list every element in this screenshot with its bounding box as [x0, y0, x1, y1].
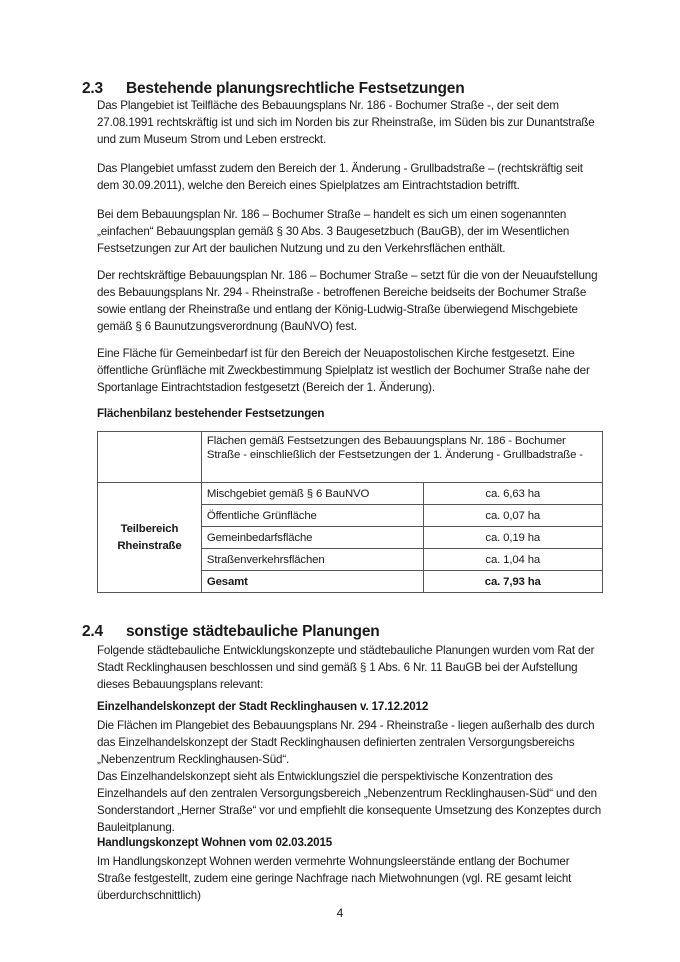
table-cell-label: Öffentliche Grünfläche — [201, 505, 423, 527]
table-cell-value: ca. 1,04 ha — [423, 549, 602, 571]
paragraph: Eine Fläche für Gemeinbedarf ist für den Bereich der Neuapostolischen Kirche festgesetzt. Eine öffentliche Grünfläche mit Zweckbestimmung Spielplatz ist westlich der Bochumer Straße nahe der Sportanlage Eintrachtstadion festgesetzt (Bereich der 1. Änderung). — [97, 347, 590, 394]
paragraph: Bei dem Bebauungsplan Nr. 186 – Bochumer Straße – handelt es sich um einen sogenannten „einfachen“ Bebauungsplan gemäß § 30 Abs. 3 Baugesetzbuch (BauGB), der im Wesentlichen Festsetzungen zur Art der baulichen Nutzung und zu den Verkehrsflächen enthält. — [97, 208, 570, 255]
section-number: 2.4 — [82, 623, 103, 640]
paragraph: Die Flächen im Plangebiet des Bebauungsplans Nr. 294 - Rheinstraße - liegen außerhalb des durch das Einzelhandelskonzept der Stadt Recklinghausen definierten zentralen Versorgungsbereichs „Nebenzentrum Recklinghausen-Süd“. — [97, 719, 595, 766]
table-cell-label: Straßenverkehrsflächen — [201, 549, 423, 571]
paragraph: Im Handlungskonzept Wohnen werden vermehrte Wohnungsleerstände entlang der Bochumer Straße festgestellt, zudem eine geringe Nachfrage nach Mietwohnungen (vgl. RE gesamt leicht überdurchschnittlich) — [97, 855, 572, 902]
section-title: Bestehende planungsrechtliche Festsetzungen — [126, 80, 465, 97]
table-row-label: Teilbereich Rheinstraße — [98, 483, 202, 593]
table-row — [98, 483, 603, 505]
paragraph: Der rechtskräftige Bebauungsplan Nr. 186 – Bochumer Straße – setzt für die von der Neuaufstellung des Bebauungsplans Nr. 294 - Rheinstraße - betroffenen Bereiche beidseits der Bochumer Straße sowie entlang der Rheinstraße und entlang der König-Ludwig-Straße überwiegend Mischgebiete gemäß § 6 Baunutzungsverordnung (BauNVO) fest. — [97, 269, 598, 333]
section-number: 2.3 — [82, 80, 103, 97]
paragraph: Das Plangebiet umfasst zudem den Bereich der 1. Änderung - Grullbadstraße – (rechtskräftig seit dem 30.09.2011), welche den Bereich eines Spielplatzes am Eintrachtstadion betrifft. — [97, 162, 583, 192]
paragraph: Folgende städtebauliche Entwicklungskonzepte und städtebauliche Planungen wurden vom Rat der Stadt Recklinghausen beschlossen und sind gemäß § 1 Abs. 6 Nr. 11 BauGB bei der Aufstellung dieses Bebauungsplans relevant: — [97, 644, 595, 691]
table-cell-label: Mischgebiet gemäß § 6 BauNVO — [201, 483, 423, 505]
table-cell-value: ca. 0,19 ha — [423, 527, 602, 549]
section-title: sonstige städtebauliche Planungen — [126, 623, 380, 640]
paragraph: Das Einzelhandelskonzept sieht als Entwicklungsziel die perspektivische Konzentration des Einzelhandels auf den zentralen Versorgungsbereich „Nebenzentrum Recklinghausen-Süd“ und den Sonderstandort „Herner Straße“ vor und empfiehlt die konsequente Umsetzung des Konzeptes durch Bauleitplanung. — [97, 770, 602, 834]
paragraph: Das Plangebiet ist Teilfläche des Bebauungsplans Nr. 186 - Bochumer Straße -, der seit dem 27.08.1991 rechtskräftig ist und sich im Norden bis zur Rheinstraße, im Süden bis zur Dunantstraße und zum Museum Strom und Leben erstreckt. — [97, 99, 595, 146]
subheading: Einzelhandelskonzept der Stadt Recklinghausen v. 17.12.2012 — [97, 700, 429, 713]
table-header-row — [98, 432, 603, 483]
table-caption: Flächenbilanz bestehender Festsetzungen — [97, 407, 325, 420]
area-balance-table — [97, 431, 603, 593]
table-cell-value: ca. 6,63 ha — [423, 483, 602, 505]
page-number: 4 — [336, 906, 344, 920]
section-heading-2-3 — [82, 80, 465, 98]
table-header-cell: Flächen gemäß Festsetzungen des Bebauungsplans Nr. 186 - Bochumer Straße - einschließlich der Festsetzungen der 1. Änderung - Grullbadstraße - — [201, 432, 602, 483]
subheading: Handlungskonzept Wohnen vom 02.03.2015 — [97, 836, 333, 849]
table-cell-value: ca. 0,07 ha — [423, 505, 602, 527]
table-empty-cell — [98, 432, 202, 483]
section-heading-2-4 — [82, 623, 380, 641]
table-total-label: Gesamt — [201, 571, 423, 593]
table-cell-label: Gemeinbedarfsfläche — [201, 527, 423, 549]
table-total-value: ca. 7,93 ha — [423, 571, 602, 593]
